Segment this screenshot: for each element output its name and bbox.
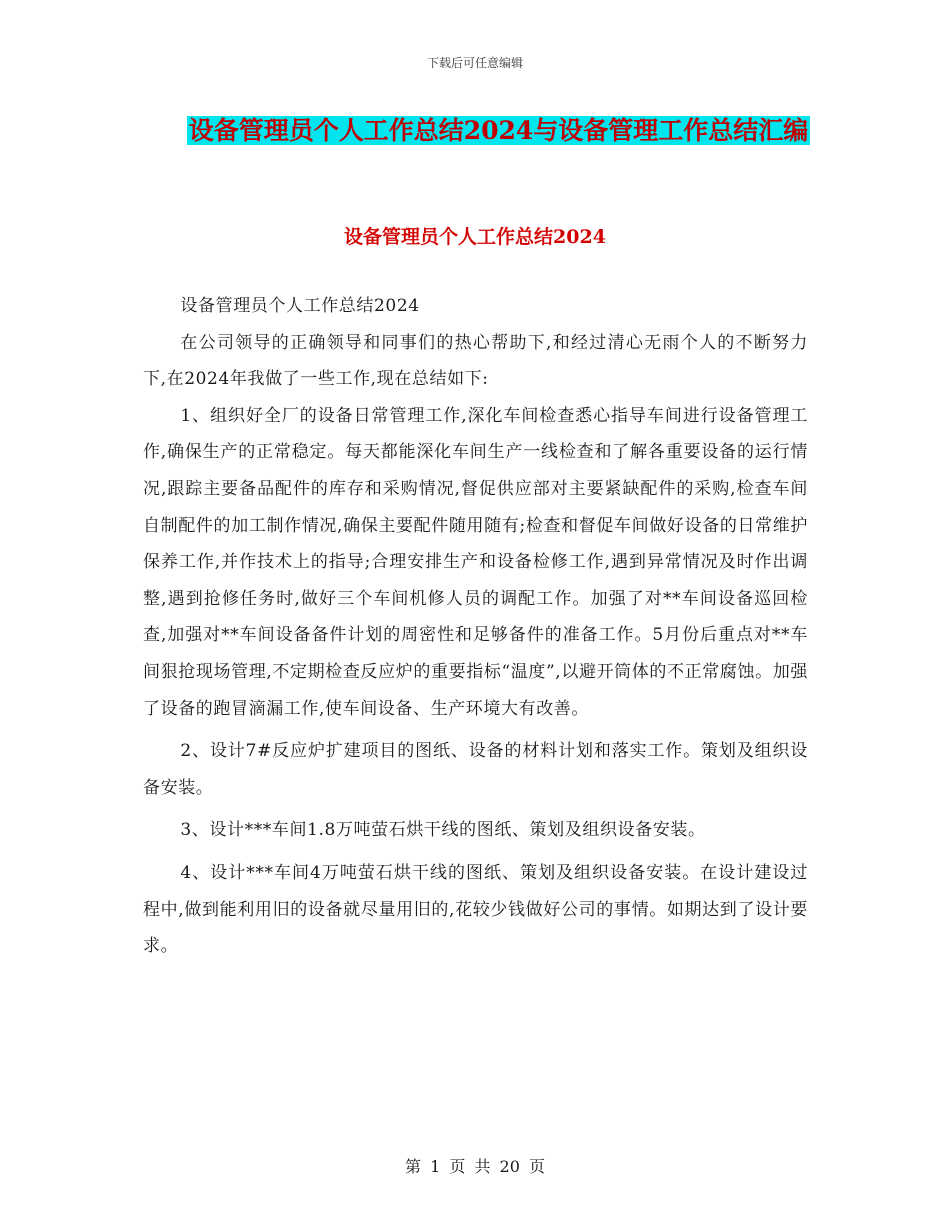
paragraph: 3、设计***车间1.8万吨萤石烘干线的图纸、策划及组织设备安装。 bbox=[180, 820, 706, 841]
document-title bbox=[186, 108, 811, 154]
section-title: 设备管理员个人工作总结2024 bbox=[344, 226, 606, 248]
page-indicator: 第 1 页 共 20 页 bbox=[405, 1157, 545, 1176]
paragraph: 1、组织好全厂的设备日常管理工作,深化车间检查悉心指导车间进行设备管理工作,确保生产的正常稳定。每天都能深化车间生产一线检查和了解各重要设备的运行情况,跟踪主要备品配件的库存和采购情况,督促供应部对主要紧缺配件的采购,检查车间自制配件的加工制作情况,确保主要配件随用随有;检查和督促车间做好设备的日常维护保养工作,并作技术上的指导;合理安排生产和设备检修工作,遇到异常情况及时作出调整,遇到抢修任务时,做好三个车间机修人员的调配工作。加强了对**车间设备巡回检查,加强对**车间设备备件计划的周密性和足够备件的准备工作。5月份后重点对**车间狠抢现场管理,不定期检查反应炉的重要指标“温度”,以避开筒体的不正常腐蚀。加强了设备的跑冒滴漏工作,使车间设备、生产环境大有改善。 bbox=[143, 405, 808, 719]
document-title-text: 设备管理员个人工作总结2024与设备管理工作总结汇编 bbox=[188, 116, 809, 145]
paragraph: 4、设计***车间4万吨萤石烘干线的图纸、策划及组织设备安装。在设计建设过程中,做到能利用旧的设备就尽量用旧的,花较少钱做好公司的事情。如期达到了设计要求。 bbox=[143, 862, 808, 957]
paragraph: 设备管理员个人工作总结2024 bbox=[180, 296, 420, 316]
header-note: 下载后可任意编辑 bbox=[426, 56, 523, 70]
paragraph: 在公司领导的正确领导和同事们的热心帮助下,和经过清心无雨个人的不断努力下,在2024年我做了一些工作,现在总结如下: bbox=[143, 332, 808, 390]
document-body bbox=[143, 288, 808, 965]
paragraph: 2、设计7#反应炉扩建项目的图纸、设备的材料计划和落实工作。策划及组织设备安装。 bbox=[143, 741, 808, 798]
